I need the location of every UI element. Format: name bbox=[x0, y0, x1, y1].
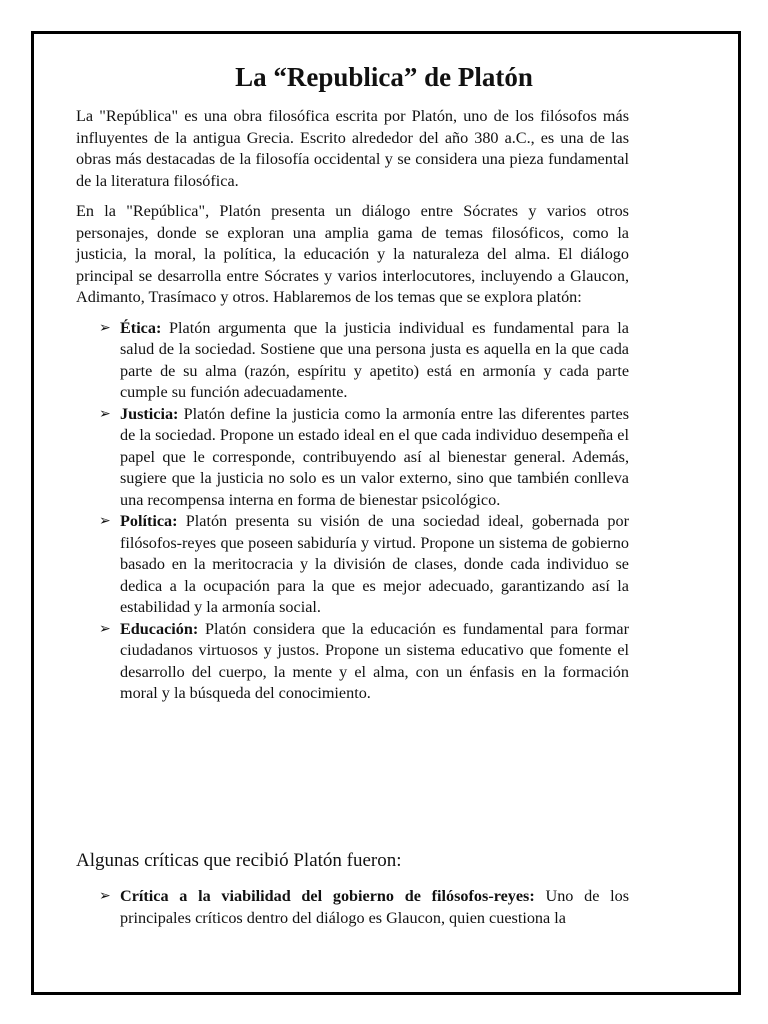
topic-item-educacion bbox=[99, 619, 629, 705]
topic-item-etica bbox=[99, 318, 629, 404]
arrow-bullet-icon: ➢ bbox=[99, 621, 111, 637]
criticas-heading: Algunas críticas que recibió Platón fueron: bbox=[76, 850, 402, 871]
dialogue-paragraph: En la "República", Platón presenta un diálogo entre Sócrates y varios otros personajes, donde se exploran una amplia gama de temas filosóficos, como la justicia, la moral, la política, la educación y la naturaleza del alma. El diálogo principal se desarrolla entre Sócrates y varios interlocutores, incluyendo a Glaucon, Adimanto, Trasímaco y otros. Hablaremos de los temas que se explora platón: bbox=[76, 202, 629, 306]
topic-text: Platón considera que la educación es fundamental para formar ciudadanos virtuosos y justos. Propone un sistema educativo que fomente el desarrollo del cuerpo, la mente y el alma, con un énfasis en la formación moral y la búsqueda del conocimiento. bbox=[120, 619, 629, 702]
arrow-bullet-icon: ➢ bbox=[99, 514, 111, 529]
page-title: La “Republica” de Platón bbox=[235, 62, 533, 92]
topic-item-justicia bbox=[99, 404, 629, 512]
topic-text: Platón define la justicia como la armonía entre las diferentes partes de la sociedad. Propone un estado ideal en el que cada individuo desempeña el papel que le corresponde, contribuyendo así al bienestar general. Además, sugiere que la justicia no solo es un valor externo, sino que también conlleva una recompensa interna en forma de bienestar psicológico. bbox=[120, 404, 629, 509]
critica-text: Uno de los principales críticos dentro del diálogo es Glaucon, quien cuestiona la bbox=[120, 887, 630, 927]
arrow-bullet-icon: ➢ bbox=[99, 889, 111, 904]
criticas-section bbox=[76, 886, 629, 929]
topic-term: Educación: bbox=[120, 619, 199, 638]
critica-item bbox=[99, 886, 630, 929]
arrow-bullet-icon: ➢ bbox=[99, 406, 111, 422]
topic-term: Justicia: bbox=[120, 404, 179, 423]
criticas-list bbox=[76, 886, 629, 929]
document-body bbox=[76, 106, 629, 705]
critica-term: Crítica a la viabilidad del gobierno de filósofos-reyes: bbox=[120, 887, 535, 905]
arrow-bullet-icon: ➢ bbox=[99, 320, 111, 336]
intro-paragraph: La "República" es una obra filosófica escrita por Platón, uno de los filósofos más influyentes de la antigua Grecia. Escrito alrededor del año 380 a.C., es una de las obras más destacadas de la filosofía occidental y se considera una pieza fundamental de la literatura filosófica. bbox=[76, 107, 629, 190]
topic-text: Platón argumenta que la justicia individual es fundamental para la salud de la sociedad. Sostiene que una persona justa es aquella en la que cada parte de su alma (razón, espíritu y apetito) está en armonía y cada parte cumple su función adecuadamente. bbox=[120, 318, 629, 401]
topic-term: Ética: bbox=[120, 318, 162, 337]
topic-text: Platón presenta su visión de una sociedad ideal, gobernada por filósofos-reyes que poseen sabiduría y virtud. Propone un sistema de gobierno basado en la meritocracia y la división de clases, donde cada individuo se dedica a la ocupación para la que es mejor adecuado, garantizando así la estabilidad y la armonía social. bbox=[120, 512, 629, 616]
topic-term: Política: bbox=[120, 512, 178, 530]
topic-item-politica bbox=[99, 511, 629, 619]
topics-list bbox=[76, 318, 629, 705]
